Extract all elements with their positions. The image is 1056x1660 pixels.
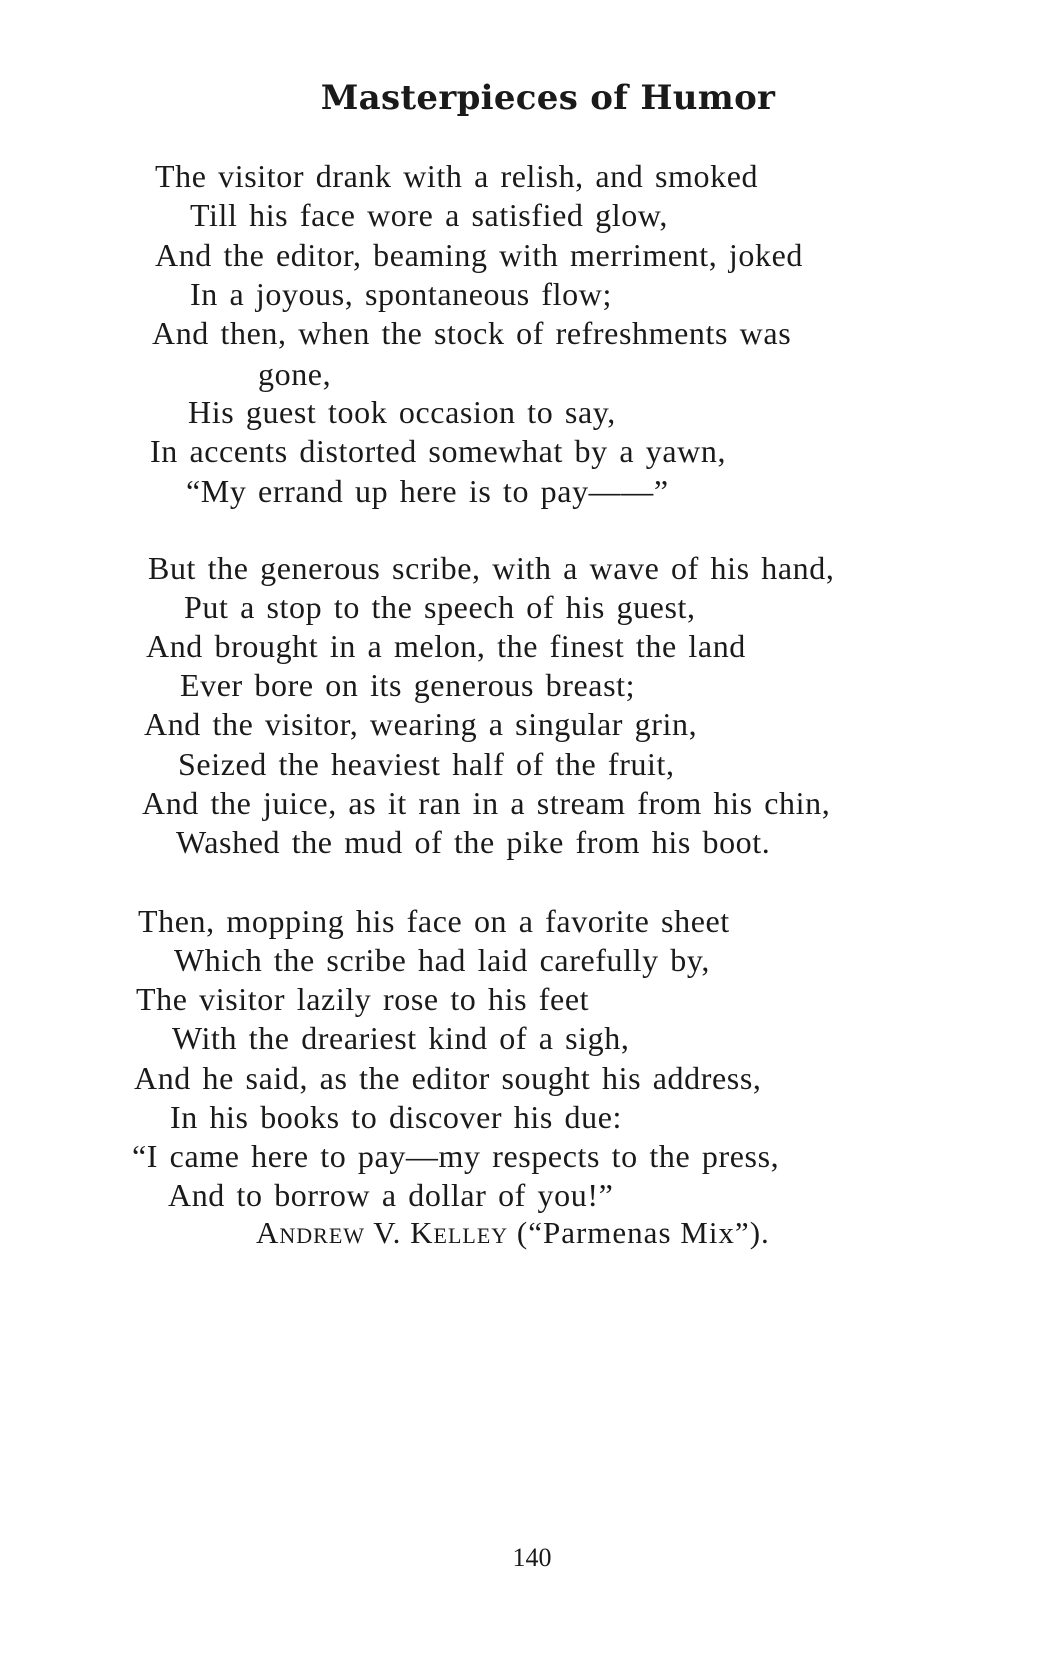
attribution bbox=[256, 1214, 770, 1252]
poem-line: “I came here to pay—my respects to the press, bbox=[132, 1138, 780, 1174]
poem-line: But the generous scribe, with a wave of his hand, bbox=[148, 550, 835, 586]
poem-line: With the dreariest kind of a sigh, bbox=[172, 1020, 630, 1056]
poem-line: gone, bbox=[258, 356, 332, 392]
poem-line: And brought in a melon, the finest the land bbox=[146, 628, 746, 664]
poem-line: Which the scribe had laid carefully by, bbox=[174, 942, 711, 978]
poem-line: Washed the mud of the pike from his boot. bbox=[176, 824, 771, 860]
poem-line: And the juice, as it ran in a stream from his chin, bbox=[142, 785, 831, 821]
poem-line: “My errand up here is to pay——” bbox=[186, 473, 669, 509]
page-number: 140 bbox=[512, 1543, 552, 1572]
poem-line: In accents distorted somewhat by a yawn, bbox=[150, 433, 727, 469]
attribution-author: Andrew V. Kelley bbox=[256, 1215, 509, 1250]
poem-line: Till his face wore a satisfied glow, bbox=[190, 197, 669, 233]
poem-line: And the visitor, wearing a singular grin, bbox=[144, 706, 698, 742]
poem-line: Put a stop to the speech of his guest, bbox=[184, 589, 696, 625]
poem-line: And then, when the stock of refreshments was bbox=[152, 315, 792, 351]
poem-line: In a joyous, spontaneous flow; bbox=[190, 276, 612, 312]
poem-line: Then, mopping his face on a favorite sheet bbox=[138, 903, 730, 939]
attribution-pseudonym: (“Parmenas Mix”). bbox=[516, 1215, 770, 1250]
poem-line: And to borrow a dollar of you!” bbox=[168, 1177, 614, 1213]
poem-line: His guest took occasion to say, bbox=[188, 394, 616, 430]
poem-line: And he said, as the editor sought his address, bbox=[134, 1060, 762, 1096]
poem-line: The visitor drank with a relish, and smoked bbox=[155, 158, 759, 194]
poem-line: The visitor lazily rose to his feet bbox=[136, 981, 590, 1017]
poem-line: And the editor, beaming with merriment, joked bbox=[155, 237, 804, 273]
running-head-title: Masterpieces of Humor bbox=[320, 78, 776, 118]
poem-line: Ever bore on its generous breast; bbox=[180, 667, 636, 703]
poem-line: In his books to discover his due: bbox=[170, 1099, 622, 1135]
poem-line: Seized the heaviest half of the fruit, bbox=[178, 746, 675, 782]
